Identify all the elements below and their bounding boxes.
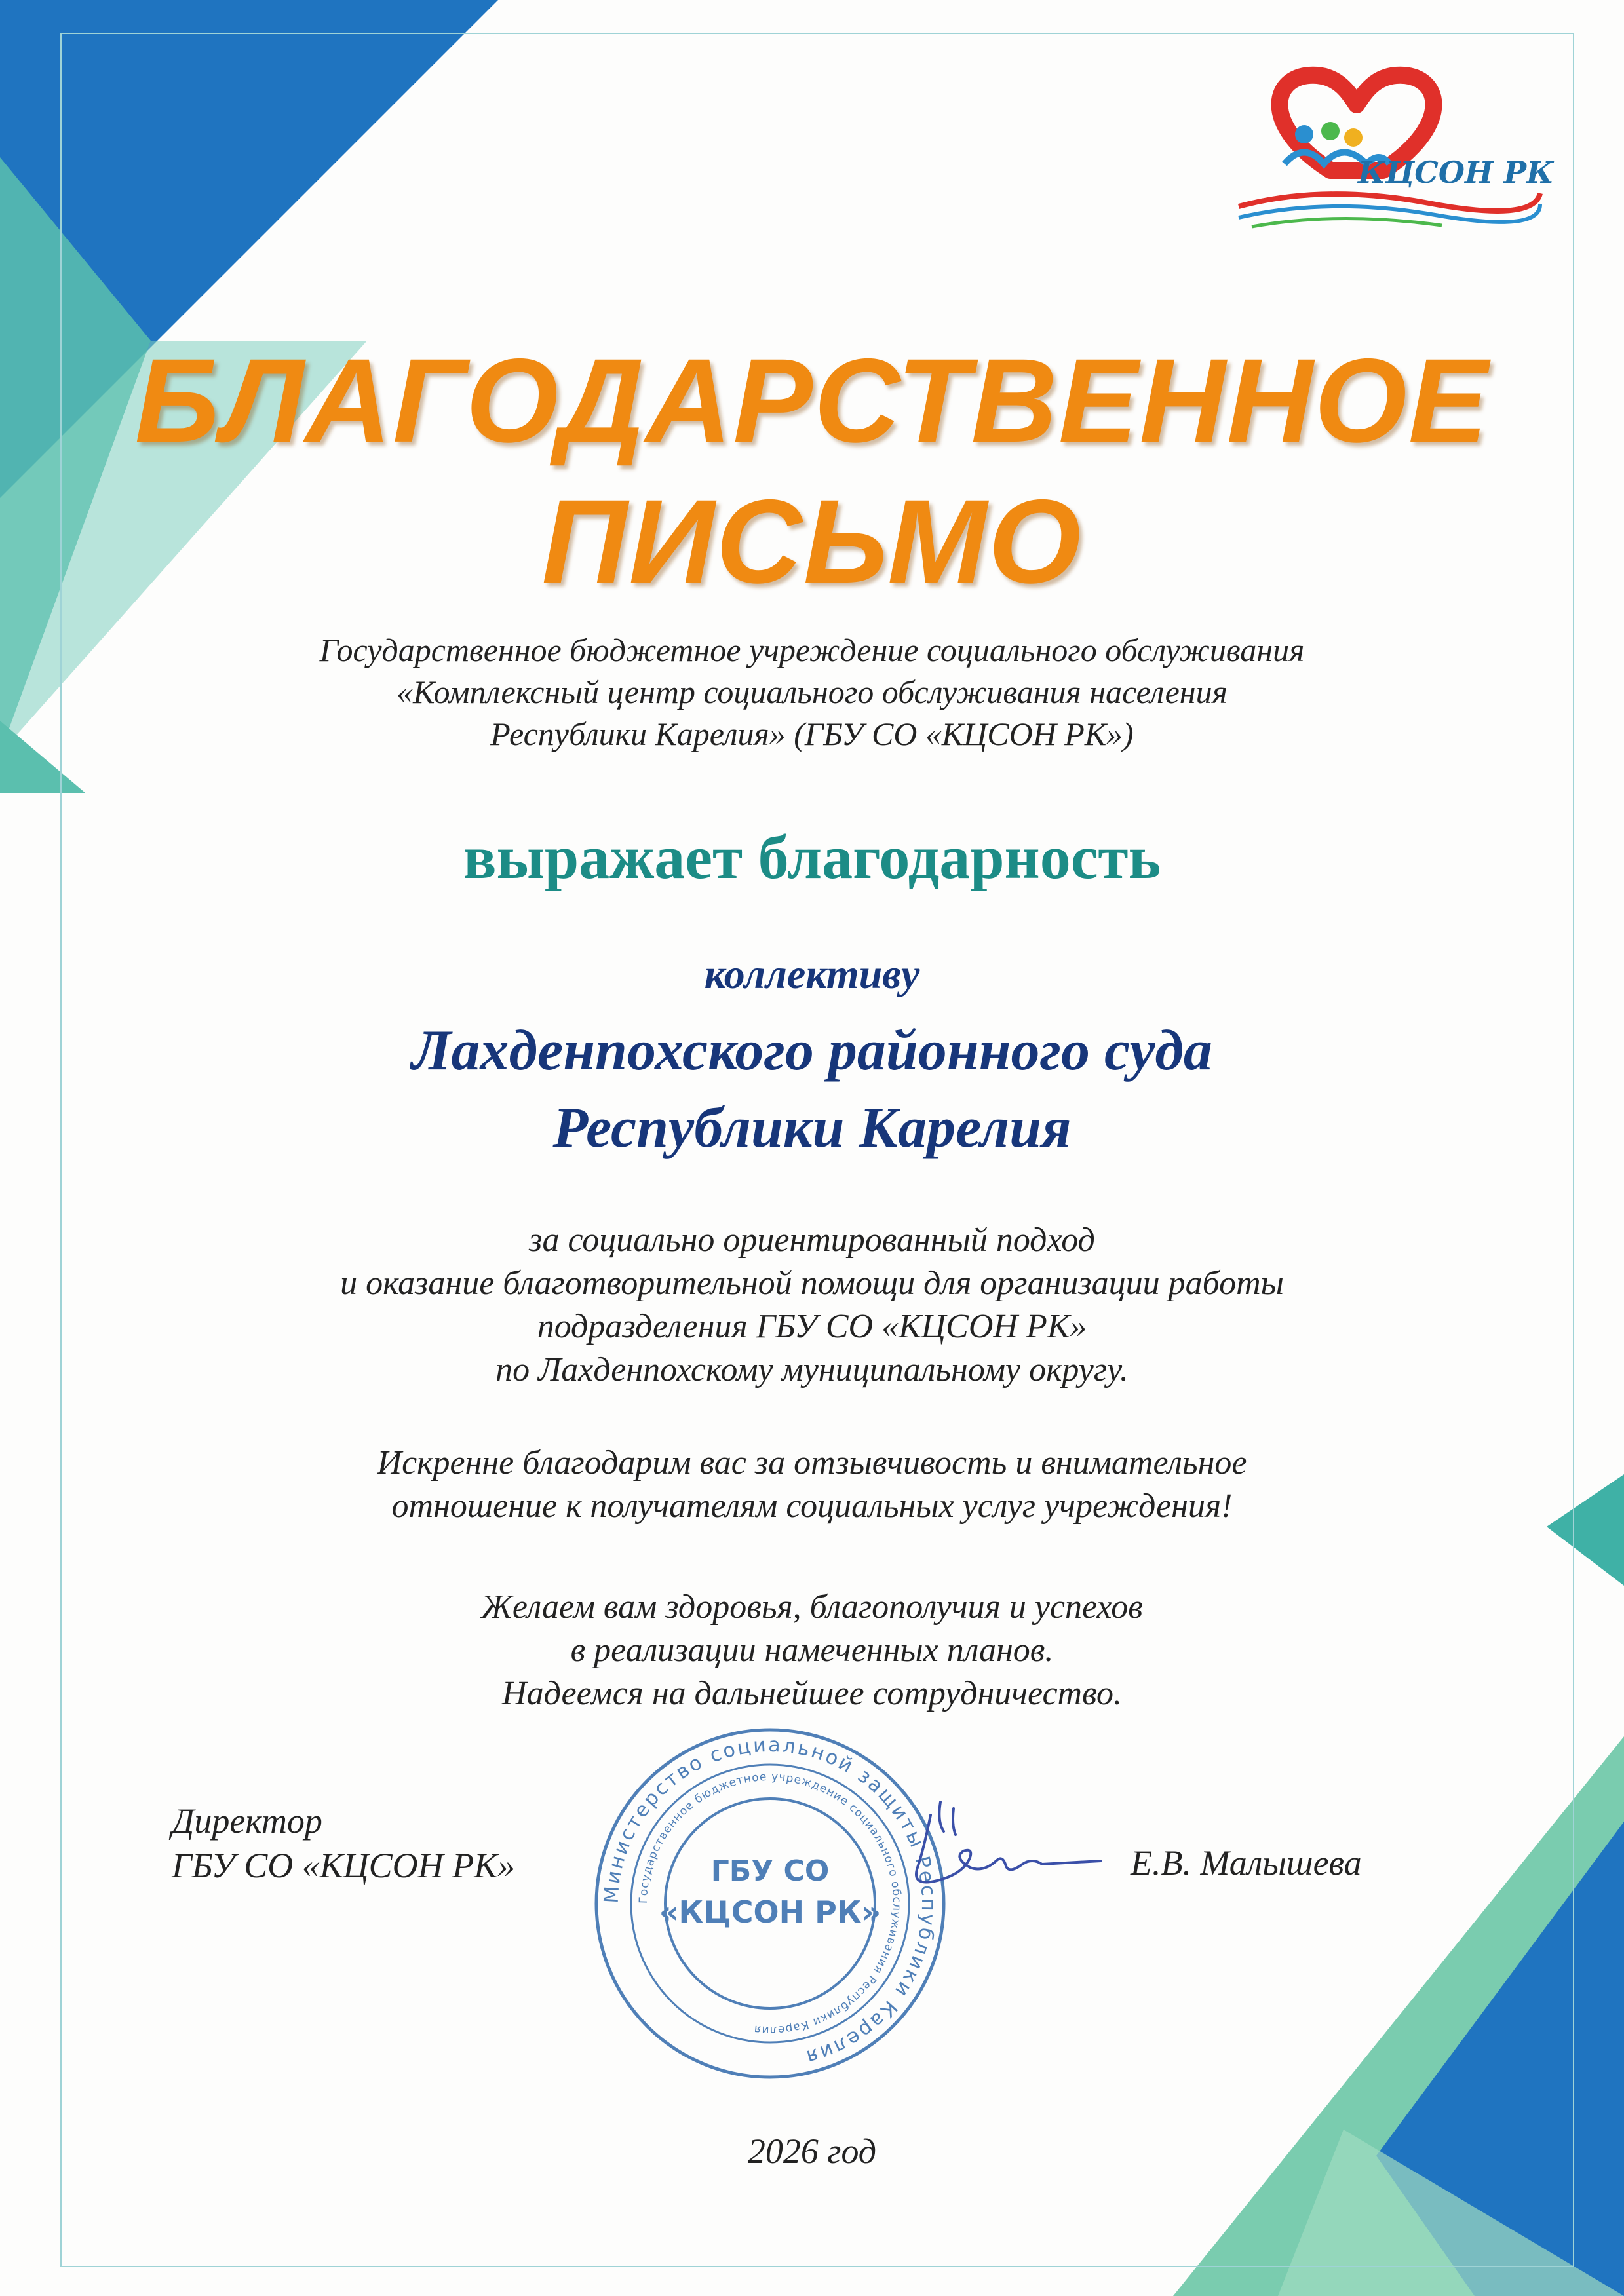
kcson-logo (1232, 66, 1547, 236)
people-figure-yellow (1344, 128, 1363, 147)
wave-green (1252, 218, 1442, 227)
title-line-2: ПИСЬМО (541, 474, 1083, 608)
reason-line-2: и оказание благотворительной помощи для организации работы (340, 1265, 1284, 1302)
logo-text: КЦСОН РК (1358, 155, 1554, 190)
wishes-paragraph (0, 1586, 1624, 1715)
organization-line-1: Государственное бюджетное учреждение социального обслуживания (319, 632, 1305, 668)
reason-line-1: за социально ориентированный подход (529, 1221, 1095, 1259)
reason-paragraph (0, 1219, 1624, 1392)
signature-name: Е.В. Малышева (1131, 1843, 1362, 1883)
organization-block (0, 629, 1624, 755)
title-line-1: БЛАГОДАРСТВЕННОЕ (134, 334, 1490, 467)
wishes-line-3: Надеемся на дальнейшее сотрудничество. (502, 1675, 1122, 1712)
stamp-center-line-2: «КЦСОН РК» (659, 1894, 881, 1930)
organization-line-2: «Комплексный центр социального обслуживания населения (396, 674, 1228, 710)
people-figure-blue (1295, 125, 1313, 144)
recipient-line-1: Лахденпохского районного суда (412, 1019, 1212, 1082)
wishes-line-2: в реализации намеченных планов. (570, 1632, 1054, 1669)
handwritten-signature (891, 1795, 1108, 1913)
gratitude-line-2: отношение к получателям социальных услуг учреждения! (391, 1487, 1233, 1525)
wishes-line-1: Желаем вам здоровья, благополучия и успехов (481, 1588, 1143, 1626)
organization-line-3: Республики Карелия» (ГБУ СО «КЦСОН РК») (490, 716, 1134, 752)
document-year: 2026 год (747, 2132, 877, 2171)
reason-line-3: подразделения ГБУ СО «КЦСОН РК» (537, 1308, 1087, 1345)
people-figure-green (1321, 122, 1340, 140)
thanks-heading: выражает благодарность (463, 824, 1161, 892)
stamp-inner-ring-path: Государственное бюджетное учреждение социального обслуживания Республики Карелия (636, 1770, 904, 2037)
signature-position (172, 1799, 515, 1888)
reason-line-4: по Лахденпохскому муниципальному округу. (495, 1351, 1129, 1388)
recipient-to: коллективу (704, 951, 920, 997)
recipient-name (0, 1012, 1624, 1167)
gratitude-paragraph (0, 1442, 1624, 1528)
signature-position-title: Директор (172, 1801, 322, 1841)
stamp-center-line-1: ГБУ СО (710, 1854, 830, 1888)
signature-org: ГБУ СО «КЦСОН РК» (172, 1846, 515, 1885)
recipient-line-2: Республики Карелия (552, 1096, 1072, 1160)
stamp-outer-ring-path: Министерство социальной защиты Республики Карелия (600, 1733, 940, 2069)
gratitude-line-1: Искренне благодарим вас за отзывчивость и внимательное (377, 1444, 1247, 1482)
